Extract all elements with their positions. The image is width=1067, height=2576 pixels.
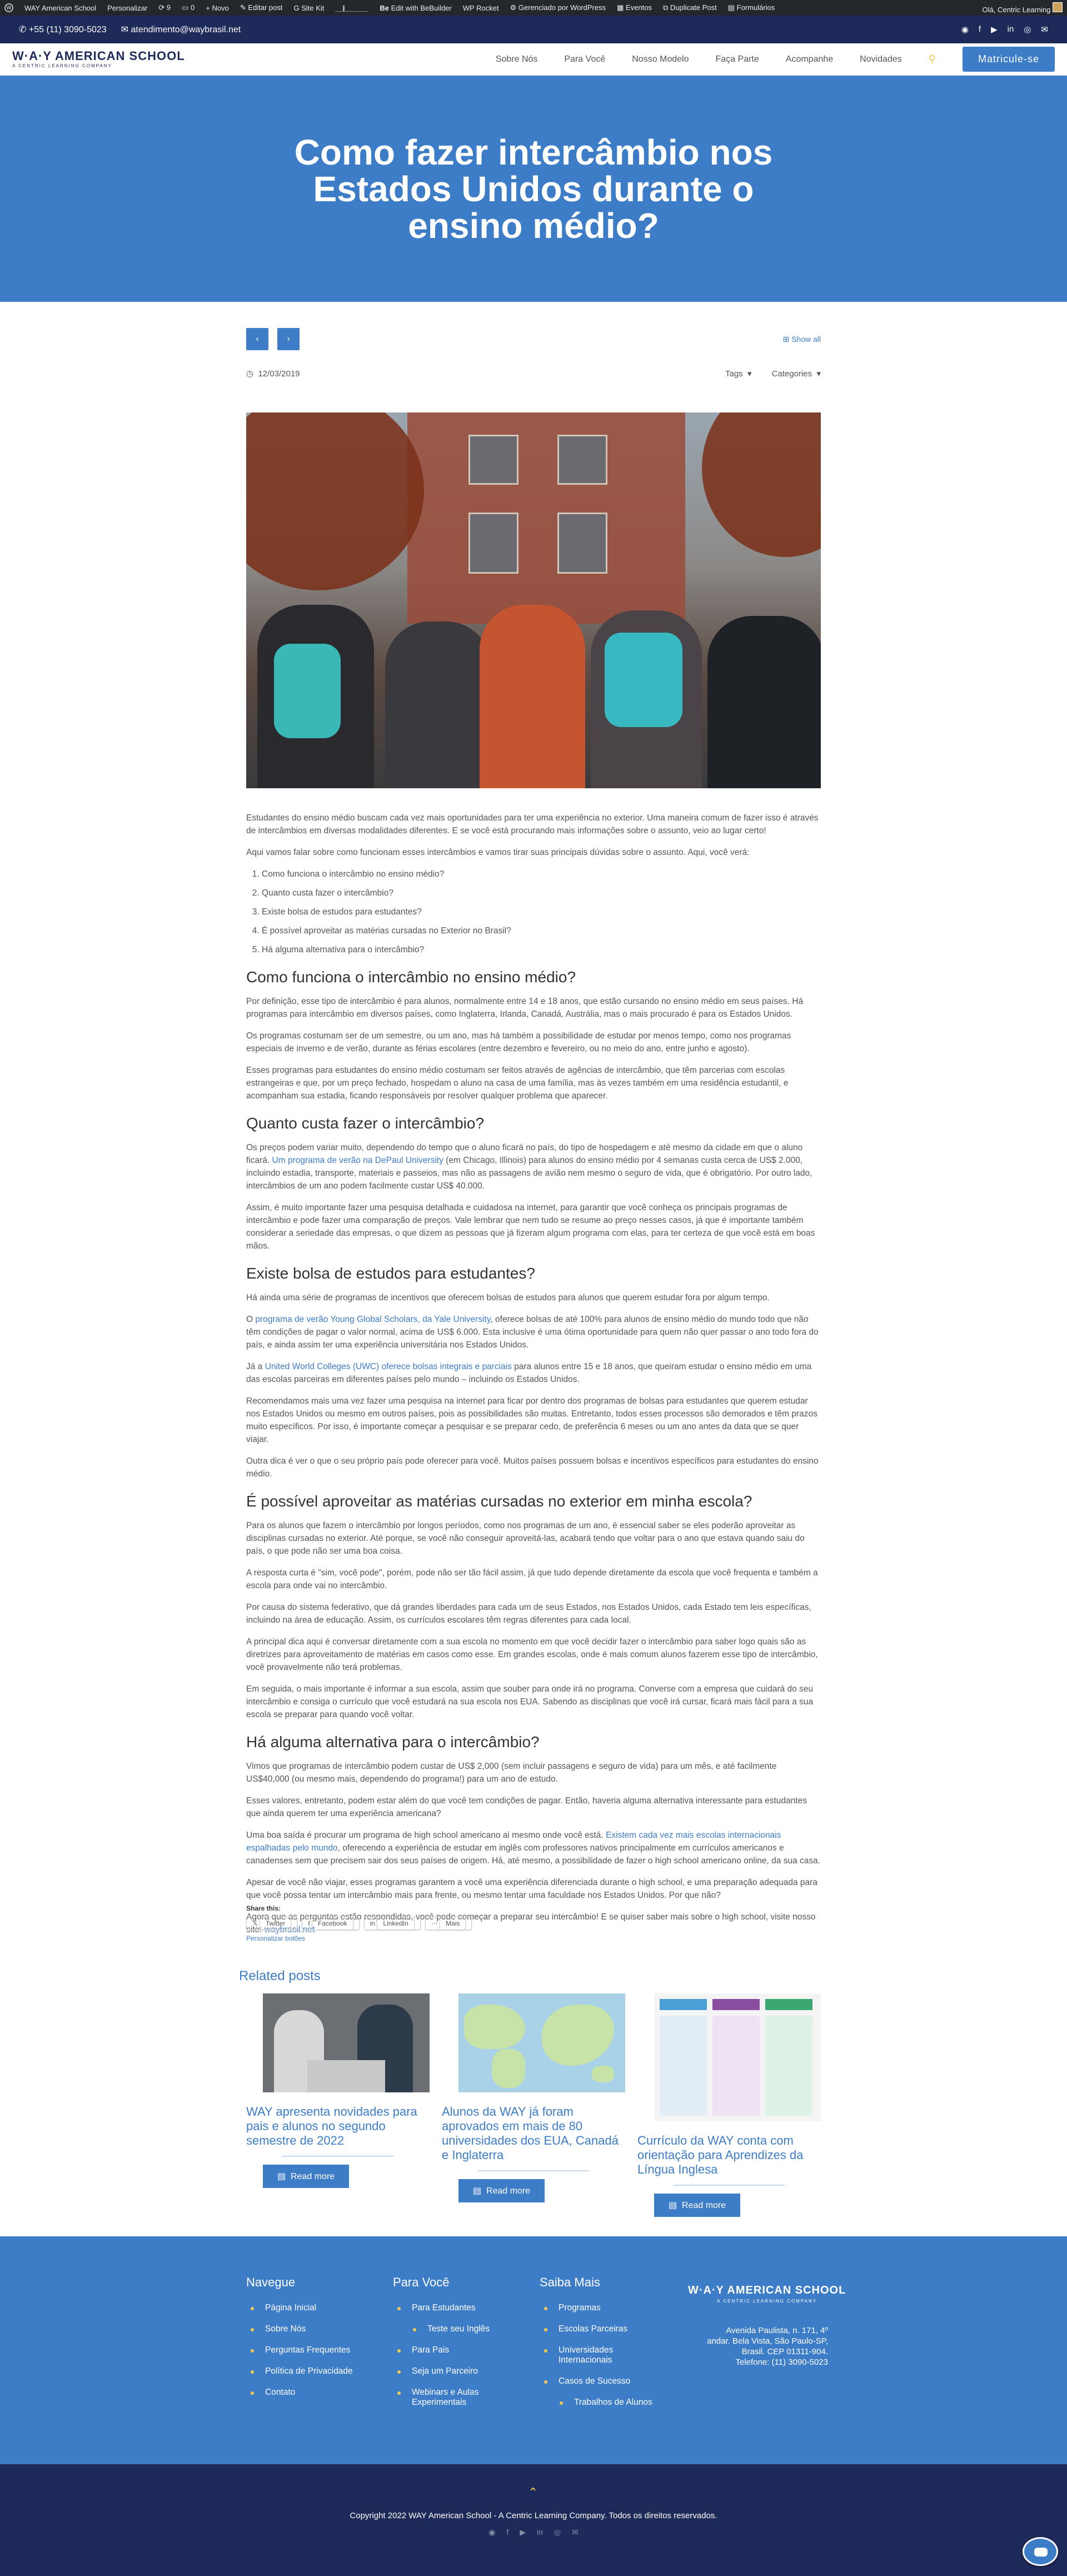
copyright: Copyright 2022 WAY American School - A Centric Learning Company. Todos os direitos reservados. — [350, 2511, 717, 2520]
backpack — [274, 644, 341, 738]
phone-link[interactable]: ✆ +55 (11) 3090-5023 — [19, 25, 107, 34]
footer-link[interactable]: Seja um Parceiro — [393, 2366, 515, 2376]
paragraph — [246, 1360, 821, 1386]
list-item: 4. É possível aproveitar as matérias cursadas no Exterior no Brasil? — [262, 924, 821, 937]
admin-forms-link[interactable]: ▤ Formulários — [727, 3, 775, 12]
share-linkedin-button[interactable]: in LinkedIn — [364, 1917, 421, 1930]
admin-rocket-link[interactable]: WP Rocket — [462, 3, 499, 12]
backpack — [605, 633, 682, 727]
read-more-label: Read more — [486, 2186, 531, 2196]
nav-item-acompanhe[interactable]: Acompanhe — [785, 54, 834, 64]
updates-count: 9 — [166, 3, 171, 12]
related-post-card — [637, 1993, 821, 2217]
paragraph: Para os alunos que fazem o intercâmbio por longos períodos, como nos programas de um ano, é essencial saber se eles poderão aproveitar as disciplinas cursadas no exterior. Até porque, se você não conseguir aproveitá-las, acabará tendo que voltar para o ano que estava quando saiu do país, o que pode não ser uma boa coisa. — [246, 1521, 805, 1556]
stats-sparkline[interactable] — [335, 4, 368, 12]
student-figure — [385, 621, 491, 788]
categories-dropdown[interactable]: Categories ▾ — [771, 369, 821, 379]
share-label: Twitter — [260, 1917, 291, 1930]
nav-item-sobre-nos[interactable]: Sobre Nós — [495, 54, 538, 64]
related-post-title[interactable]: WAY apresenta novidades para pais e alunos no segundo semestre de 2022 — [246, 2105, 417, 2147]
admin-account-link[interactable] — [983, 2, 1063, 14]
footer-link[interactable]: Escolas Parceiras — [540, 2324, 667, 2334]
email-link[interactable]: ✉ atendimento@waybrasil.net — [121, 25, 241, 34]
read-more-button[interactable]: ▤ Read more — [458, 2179, 545, 2202]
paragraph — [246, 1141, 821, 1192]
nav-item-para-voce[interactable]: Para Você — [564, 54, 606, 64]
footer-link[interactable]: Webinars e Aulas Experimentais — [393, 2388, 515, 2408]
building-window — [468, 435, 518, 485]
chart-block — [765, 2016, 812, 2116]
admin-new-link[interactable]: + Novo — [206, 3, 229, 12]
footer-social — [0, 2528, 1067, 2537]
admin-comments-link[interactable]: ▭ 0 — [182, 3, 195, 12]
post-date: ◷ 12/03/2019 — [246, 369, 300, 379]
related-post-image[interactable] — [458, 1993, 625, 2092]
footer-column-navegue — [246, 2275, 353, 2409]
paragraph: Em seguida, o mais importante é informar a sua escola, assim que souber para onde irá no programa. Converse com a empresa que cuidará do seu intercâmbio e consiga o currículo que você estudará na sua escola nos EUA. Sabendo as disciplinas que você irá cursar, ficará mais fácil para a sua escola se preparar para quando você voltar. — [246, 1684, 814, 1719]
enroll-button[interactable]: Matricule-se — [963, 47, 1055, 72]
chart-block — [712, 1999, 760, 2010]
facebook-icon[interactable]: f — [978, 24, 981, 34]
list-item: 1. Como funciona o intercâmbio no ensino médio? — [262, 868, 821, 881]
paragraph: Estudantes do ensino médio buscam cada vez mais oportunidades para ter uma experiência no exterior. Uma maneira comum de fazer isso é através de intercâmbios em diversas modalidades diferentes. E se você está procurando mais informações sobre o assunto, veio ao lugar certo! — [246, 813, 819, 836]
address-line: Brasil. CEP 01311-904. — [741, 2347, 828, 2356]
footer-link[interactable]: Contato — [246, 2388, 353, 2398]
building-window — [557, 435, 607, 485]
share-label: Facebook — [312, 1917, 353, 1930]
text: Uma boa saída é procurar um programa de high school americano ai mesmo onde você está. — [246, 1831, 604, 1840]
scroll-top-icon[interactable]: ⌃ — [528, 2485, 539, 2499]
admin-events-link[interactable]: ▦ Eventos — [617, 3, 652, 12]
divider — [674, 2185, 785, 2186]
admin-bar — [0, 0, 1067, 16]
text: Agora que as perguntas estão respondidas, você pode começar a preparar seu intercâmbio! E se quiser saber mais sobre o high school, visite nosso site: — [246, 1912, 816, 1935]
paragraph: Esses valores, entretanto, podem estar além do que você tem condições de pagar. Então, haveria alguma alternativa interessante para estudantes que ainda querem ter uma experiência americana? — [246, 1796, 807, 1818]
prev-post-button[interactable]: ‹ — [246, 328, 268, 350]
next-post-button[interactable]: › — [277, 328, 300, 350]
paragraph — [246, 1829, 821, 1867]
contact-bar — [0, 16, 1067, 43]
admin-wp-manager-link[interactable]: ⚙ Gerenciado por WordPress — [510, 3, 606, 12]
read-more-button[interactable]: ▤ Read more — [654, 2194, 740, 2217]
instagram-icon[interactable]: ◎ — [554, 2528, 561, 2537]
post-navigation — [246, 328, 821, 350]
wp-manager-label: Gerenciado por WordPress — [518, 3, 606, 12]
student-figure — [707, 616, 821, 788]
share-twitter-button[interactable]: 𝕏 Twitter — [246, 1917, 297, 1930]
text: , oferece bolsas de até 100% para alunos de ensino médio do mundo todo que não têm condições de pagar o valor normal, acima de US$ 6.000. Esta inclusive é uma ótima oportunidade para quem não quer passar o ano todo fora do país, e ainda assim ter uma experiência universitária nos Estados Unidos. — [246, 1315, 819, 1350]
share-label: LinkedIn — [377, 1917, 414, 1930]
footer-link[interactable]: Programas — [540, 2303, 667, 2313]
post-meta — [246, 367, 821, 380]
email-icon[interactable]: ✉ — [1041, 25, 1048, 34]
admin-updates-link[interactable]: ⟳ 9 — [158, 3, 171, 12]
footer-link[interactable]: Sobre Nós — [246, 2324, 353, 2334]
footer-logo[interactable] — [688, 2284, 846, 2304]
duplicate-label: Duplicate Post — [670, 3, 717, 12]
share-more-button[interactable]: ⋯ Mais — [425, 1917, 472, 1930]
linkedin-icon[interactable]: in — [537, 2528, 543, 2537]
section-heading: Como funciona o intercâmbio no ensino médio? — [246, 968, 576, 986]
whatsapp-icon[interactable]: ◉ — [488, 2528, 496, 2537]
autumn-tree — [702, 412, 821, 557]
footer-link[interactable]: Perguntas Frequentes — [246, 2345, 353, 2355]
admin-edit-post-link[interactable]: ✎ Editar post — [240, 3, 283, 12]
land-shape — [592, 2066, 614, 2082]
categories-label: Categories — [771, 369, 812, 379]
address-line: Avenida Paulista, n. 171, 4º — [726, 2326, 828, 2335]
footer-link[interactable]: Universidades Internacionais — [540, 2345, 667, 2365]
read-more-label: Read more — [682, 2201, 726, 2210]
yale-link[interactable]: programa de verão Young Global Scholars, da Yale University — [255, 1315, 491, 1324]
share-label: Mais — [440, 1917, 466, 1930]
footer-column-title: Navegue — [246, 2275, 296, 2289]
footer-link[interactable]: Para Estudantes — [393, 2303, 515, 2313]
nav-item-novidades[interactable]: Novidades — [860, 54, 902, 64]
comments-count: 0 — [191, 3, 195, 12]
share-box — [246, 1904, 472, 1942]
sitekit-label: Site Kit — [301, 3, 325, 12]
site-logo[interactable] — [12, 50, 185, 68]
related-post-title[interactable]: Currículo da WAY conta com orientação para Aprendizes da Língua Inglesa — [637, 2134, 804, 2176]
paragraph: Por causa do sistema federativo, que dá grandes liberdades para cada um de seus Estados, nos Estados Unidos, cada Estado tem leis específicas, incluindo na área de educação. Assim, os currículos escolares têm regras diferentes para cada local. — [246, 1603, 811, 1625]
section-heading: Há alguma alternativa para o intercâmbio? — [246, 1733, 540, 1751]
logo-title: W·A·Y AMERICAN SCHOOL — [12, 49, 185, 63]
footer-link[interactable]: Página Inicial — [246, 2303, 353, 2313]
paragraph: Assim, é muito importante fazer uma pesquisa detalhada e cuidadosa na internet, para garantir que você conheça os principais programas de intercâmbio e pode fazer uma comparação de preços. Vale lembrar que nem tudo se resume ao preço nesses casos, já que é importante também considerar a seriedade das empresas, o que dizem as pessoas que já fizeram algum programa com elas, para ter certeza de que você está em boas mãos. — [246, 1203, 815, 1251]
chart-block — [712, 2016, 760, 2116]
land-shape — [464, 2005, 525, 2049]
related-post-image[interactable] — [654, 1993, 821, 2121]
read-more-label: Read more — [291, 2172, 335, 2181]
footer-link[interactable]: Trabalhos de Alunos — [540, 2398, 667, 2408]
paragraph: Outra dica é ver o que o seu próprio país pode oferecer para você. Muitos países possuem bolsas e incentivos específicos para estudantes do ensino médio. — [246, 1456, 819, 1479]
section-heading: É possível aproveitar as matérias cursadas no exterior em minha escola? — [246, 1493, 752, 1510]
linkedin-icon[interactable]: in — [1007, 24, 1014, 34]
email-icon[interactable]: ✉ — [572, 2528, 579, 2537]
laptop-shape — [307, 2060, 385, 2092]
facebook-icon[interactable]: f — [506, 2528, 509, 2537]
related-post-card — [246, 1993, 430, 2188]
main-nav — [0, 43, 1067, 76]
paragraph: A resposta curta é "sim, você pode", porém, pode não ser tão fácil assim, já que tudo depende diretamente da escola que você frequenta e também a escola para onde vai no intercâmbio. — [246, 1568, 818, 1590]
email-text: atendimento@waybrasil.net — [131, 25, 241, 34]
footer-phone: Telefone: (11) 3090-5023 — [735, 2358, 828, 2367]
related-heading: Related posts — [239, 1968, 321, 1983]
paragraph: Esses programas para estudantes do ensino médio costumam ser feitos através de agências de intercâmbio, que têm parcerias com escolas estrangeiras e que, por um preço fechado, hospedam o aluno na casa de uma família, mas às vezes também em uma residência estudantil, e acompanham sua estadia, ficando responsáveis por resolver qualquer problema que aparecer. — [246, 1066, 789, 1101]
list-item: 2. Quanto custa fazer o intercâmbio? — [262, 887, 821, 899]
tags-label: Tags — [725, 369, 743, 379]
divider — [478, 2170, 589, 2171]
show-all-label: Show all — [791, 335, 821, 344]
text: , oferecendo a experiência de estudar em inglês com professores nativos principalmente em currículos americanos e canadenses sem que precisem sair dos seus países de origem. Há, até mesmo, a possibilidade de fazer o high school americano online, da sua casa. — [246, 1843, 821, 1866]
autumn-tree — [246, 412, 424, 590]
admin-customize-link[interactable]: Personalizar — [107, 3, 148, 12]
chat-widget-icon[interactable] — [1023, 2537, 1058, 2566]
footer-logo-title: W·A·Y AMERICAN SCHOOL — [688, 2284, 846, 2296]
depaul-link[interactable]: Um programa de verão na DePaul University — [272, 1156, 443, 1165]
edit-post-label: Editar post — [248, 3, 283, 12]
chart-block — [765, 1999, 812, 2010]
article-body — [246, 812, 821, 1945]
footer-link[interactable]: Para Pais — [393, 2345, 515, 2355]
footer-logo-subtitle: A CENTRIC LEARNING COMPANY — [717, 2299, 817, 2304]
text: Já a — [246, 1362, 263, 1371]
footer-link[interactable]: Casos de Sucesso — [540, 2376, 667, 2386]
footer-link[interactable]: Teste seu Inglês — [393, 2324, 515, 2334]
share-heading: Share this: — [246, 1904, 281, 1912]
admin-site-link[interactable]: WAY American School — [24, 3, 97, 12]
text: (em Chicago, Illinois) para alunos do ensino médio por 4 semanas custa cerca de US$ 2.000, incluindo estadia, transporte, materiais e passeios, mas não as passagens de avião nem mesmo o seguro de vida, que é obrigatório. Por outro lado, intercâmbios de um ano podem facilmente custar US$ 40.000. — [246, 1156, 812, 1191]
paragraph: Vimos que programas de intercâmbio podem custar de US$ 2,000 (sem incluir passagens e seguro de vida) para um mês, e até facilmente US$40,000 (ou mesmo mais, dependendo do programa!) para um ano de estudo. — [246, 1762, 777, 1784]
greeting-label: Olá, Centric Learning — [982, 5, 1051, 14]
nav-menu — [496, 47, 1055, 72]
footer-address — [689, 2325, 828, 2368]
admin-sitekit-link[interactable]: G Site Kit — [293, 3, 325, 12]
paragraph: Recomendamos mais uma vez fazer uma pesquisa na internet para ficar por dentro dos programas de bolsas para estudantes que querem estudar nos Estados Unidos ou mesmo em outros países, pois as possibilidades são muitas. Entretanto, todos esses processos são demorados e têm prazos muito específicos. Por isso, é importante começar a pesquisar e se preparar cedo, de preferência 6 meses ou um ano antes da data que se quer viajar. — [246, 1396, 817, 1444]
footer-column-para-voce — [393, 2275, 515, 2419]
section-heading: Existe bolsa de estudos para estudantes? — [246, 1265, 535, 1282]
chart-block — [660, 1999, 707, 2010]
paragraph: Aqui vamos falar sobre como funcionam esses intercâmbios e vamos tirar suas principais dúvidas sobre o assunto. Aqui, você verá: — [246, 848, 750, 857]
paragraph: Apesar de você não viajar, esses programas garantem a você uma experiência diferenciada durante o high school, e uma preparação adequada para que você possa tentar um intercâmbio mais para frente, ou mesmo tentar uma faculdade nos Estados Unidos. Por que não? — [246, 1878, 817, 1900]
beaver-label: Edit with BeBuilder — [391, 3, 452, 12]
footer — [0, 2236, 1067, 2464]
list-item: 5. Há alguma alternativa para o intercâmbio? — [262, 943, 821, 956]
bottom-bar — [0, 2464, 1067, 2576]
paragraph: Por definição, esse tipo de intercâmbio é para alunos, normalmente entre 14 e 18 anos, que estão cursando no ensino médio em seus países. Há programas para intercâmbio em diversos países, como Inglaterra, Irlanda, Canadá, Austrália, mas o mais procurado é para os Estados Unidos. — [246, 997, 804, 1019]
post-date-text: 12/03/2019 — [258, 369, 300, 379]
events-label: Eventos — [626, 3, 652, 12]
featured-image — [246, 412, 821, 788]
footer-column-title: Para Você — [393, 2275, 450, 2289]
share-facebook-button[interactable]: f Facebook — [302, 1917, 359, 1930]
nav-item-faca-parte[interactable]: Faça Parte — [715, 54, 759, 64]
instagram-icon[interactable]: ◎ — [1024, 25, 1031, 34]
building-window — [468, 513, 518, 574]
student-figure — [480, 605, 585, 788]
text: Os preços podem variar muito, dependendo do tempo que o aluno ficará no país, do tipo de hospedagem e até mesmo da cidade em que o aluno ficará. — [246, 1143, 803, 1165]
related-post-title[interactable]: Alunos da WAY já foram aprovados em mais de 80 universidades dos EUA, Canadá e Inglaterra — [442, 2105, 619, 2162]
chart-block — [660, 2016, 707, 2116]
brick-building — [407, 412, 685, 624]
paragraph: A principal dica aqui é conversar diretamente com a sua escola no momento em que você decidir fazer o intercâmbio para saber logo quais são as diretrizes para aproveitamento de matérias em casos como esse. Em grandes escolas, onde é mais comum alunos fazerem esse tipo de intercâmbio, você provavelmente não terá problemas. — [246, 1637, 818, 1672]
paragraph — [246, 1313, 821, 1351]
footer-column-title: Saiba Mais — [540, 2275, 600, 2289]
paragraph: Os programas costumam ser de um semestre, ou um ano, mas há também a possibilidade de estudar por menos tempo, como nos programas especiais de inverno e de verão, durante as férias escolares (entre dezembro e fevereiro, ou no meio do ano, entre junho e agosto). — [246, 1031, 791, 1053]
tags-dropdown[interactable]: Tags ▾ — [725, 369, 752, 379]
logo-subtitle: A CENTRIC LEARNING COMPANY — [12, 63, 112, 68]
divider — [282, 2156, 393, 2157]
admin-beaver-link[interactable]: Be Edit with BeBuilder — [380, 3, 452, 12]
wordpress-icon[interactable]: W — [4, 3, 13, 12]
admin-duplicate-link[interactable]: ⧉ Duplicate Post — [663, 3, 717, 12]
footer-link[interactable]: Política de Privacidade — [246, 2366, 353, 2376]
address-line: andar. Bela Vista, São Paulo-SP, — [707, 2336, 828, 2346]
youtube-icon[interactable]: ▶ — [520, 2528, 526, 2537]
related-post-image[interactable] — [263, 1993, 430, 2092]
section-heading: Quanto custa fazer o intercâmbio? — [246, 1115, 485, 1132]
youtube-icon[interactable]: ▶ — [991, 25, 998, 34]
related-post-card — [442, 1993, 625, 2202]
paragraph: Há ainda uma série de programas de incentivos que oferecem bolsas de estudos para alunos que querem estudar fora por algum tempo. — [246, 1293, 770, 1302]
hero-banner — [0, 76, 1067, 302]
land-shape — [542, 2005, 614, 2066]
search-icon[interactable]: ⚲ — [928, 53, 936, 64]
phone-text: +55 (11) 3090-5023 — [28, 25, 107, 34]
text: para alunos entre 15 e 18 anos, que queiram estudar o ensino médio em uma das escolas parceiras em diferentes países pelo mundo – incluindo os Estados Unidos. — [246, 1362, 812, 1384]
international-schools-link[interactable]: Existem cada vez mais escolas internacionais espalhadas pelo mundo — [246, 1831, 781, 1853]
waybrasil-link[interactable]: waybrasil.net — [264, 1925, 315, 1935]
show-all-link[interactable]: ⊞ Show all — [782, 335, 821, 344]
customize-buttons-link[interactable]: Personalizar botões — [246, 1935, 306, 1942]
land-shape — [492, 2049, 525, 2088]
forms-label: Formulários — [736, 3, 775, 12]
uwc-link[interactable]: United World Colleges (UWC) oferece bolsas integrais e parciais — [265, 1362, 512, 1371]
whatsapp-icon[interactable]: ◉ — [961, 25, 969, 34]
avatar — [1053, 2, 1063, 12]
text: O — [246, 1315, 253, 1324]
building-window — [557, 513, 607, 574]
footer-column-saiba-mais — [540, 2275, 667, 2419]
social-links — [961, 24, 1048, 34]
page-title: Como fazer intercâmbio nos Estados Unidos durante o ensino médio? — [294, 132, 773, 246]
list-item: 3. Existe bolsa de estudos para estudantes? — [262, 906, 821, 918]
read-more-button[interactable]: ▤ Read more — [263, 2165, 349, 2188]
topic-list — [262, 868, 821, 956]
nav-item-nosso-modelo[interactable]: Nosso Modelo — [632, 54, 689, 64]
